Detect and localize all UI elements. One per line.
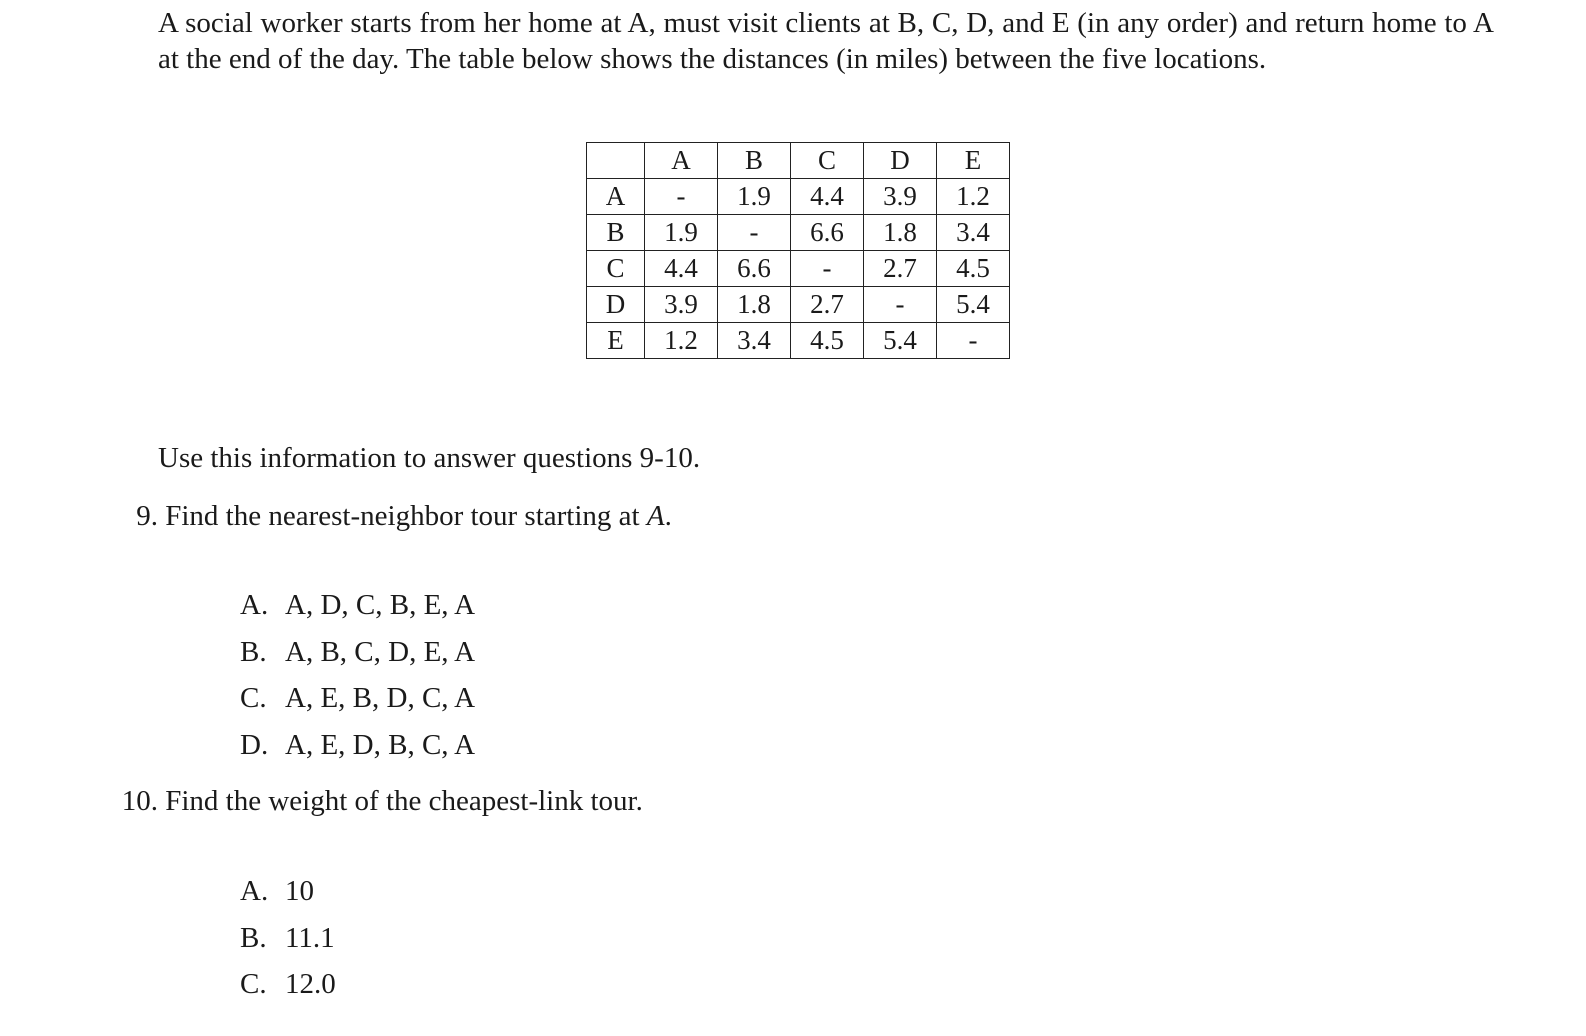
question-10-choices xyxy=(240,868,336,1008)
instruction-text: Use this information to answer questions 9-10. xyxy=(158,442,701,474)
choice-text: 12.0 xyxy=(285,968,336,1000)
row-header: A xyxy=(587,179,645,215)
choice-text: 10 xyxy=(285,875,314,907)
choice-letter: C. xyxy=(240,968,267,1000)
table-cell: 2.7 xyxy=(791,287,864,323)
column-header: C xyxy=(791,143,864,179)
table-cell: 3.4 xyxy=(718,323,791,359)
question-variable: A xyxy=(646,500,665,532)
answer-choice[interactable] xyxy=(240,868,336,915)
table-cell: 3.9 xyxy=(645,287,718,323)
column-header: A xyxy=(645,143,718,179)
choice-letter: A. xyxy=(240,875,269,907)
choice-letter: D. xyxy=(240,728,269,761)
choice-text: A, B, C, D, E, A xyxy=(285,635,476,668)
table-cell: 6.6 xyxy=(791,215,864,251)
answer-choice[interactable] xyxy=(240,722,475,769)
question-9 xyxy=(105,500,805,533)
table-cell: 5.4 xyxy=(937,287,1010,323)
choice-letter: C. xyxy=(240,682,267,714)
table-cell: - xyxy=(718,215,791,251)
table-cell: 1.2 xyxy=(645,323,718,359)
choice-text: A, E, D, B, C, A xyxy=(285,728,476,761)
table-cell: 1.8 xyxy=(864,215,937,251)
table-row xyxy=(587,323,1010,359)
table-cell: 1.9 xyxy=(718,179,791,215)
answer-choice[interactable] xyxy=(240,629,475,676)
row-header: E xyxy=(587,323,645,359)
table-header-row xyxy=(587,143,1010,179)
answer-choice[interactable] xyxy=(240,915,336,962)
table-cell: 4.4 xyxy=(645,251,718,287)
table-cell: 2.7 xyxy=(864,251,937,287)
row-header: D xyxy=(587,287,645,323)
table-cell: 3.9 xyxy=(864,179,937,215)
question-number: 9. xyxy=(136,500,158,532)
column-header: B xyxy=(718,143,791,179)
answer-choice[interactable] xyxy=(240,961,336,1008)
table-row xyxy=(587,179,1010,215)
question-text-end: . xyxy=(664,500,672,532)
question-number: 10. xyxy=(121,785,158,817)
table-cell: 1.2 xyxy=(937,179,1010,215)
choice-text: A, D, C, B, E, A xyxy=(285,589,476,621)
table-row xyxy=(587,287,1010,323)
choice-letter: A. xyxy=(240,589,269,621)
table-cell: 3.4 xyxy=(937,215,1010,251)
table-cell: 1.9 xyxy=(645,215,718,251)
row-header: B xyxy=(587,215,645,251)
table-corner-cell xyxy=(587,143,645,179)
column-header: D xyxy=(864,143,937,179)
table-row xyxy=(587,251,1010,287)
table-cell: 6.6 xyxy=(718,251,791,287)
choice-text: 11.1 xyxy=(285,921,335,954)
table-cell: 4.5 xyxy=(937,251,1010,287)
choice-text: A, E, B, D, C, A xyxy=(285,682,476,714)
table-cell: - xyxy=(791,251,864,287)
question-text-main: Find the nearest-neighbor tour starting at xyxy=(165,500,647,532)
column-header: E xyxy=(937,143,1010,179)
distance-table xyxy=(586,142,1010,359)
table-cell: 4.5 xyxy=(791,323,864,359)
question-text: Find the weight of the cheapest-link tour. xyxy=(165,785,643,817)
question-text xyxy=(165,500,672,533)
table-cell: 1.8 xyxy=(718,287,791,323)
table-cell: - xyxy=(864,287,937,323)
table-cell: 5.4 xyxy=(864,323,937,359)
intro-paragraph: A social worker starts from her home at A, must visit clients at B, C, D, and E (in any order) and return home to A at the end of the day. The table below shows the distances (in miles) between the five locations. xyxy=(158,7,1494,75)
distance-table-container xyxy=(586,142,1010,359)
answer-choice[interactable] xyxy=(240,582,475,629)
choice-letter: B. xyxy=(240,921,267,954)
table-cell: - xyxy=(937,323,1010,359)
table-cell: - xyxy=(645,179,718,215)
table-row xyxy=(587,215,1010,251)
table-cell: 4.4 xyxy=(791,179,864,215)
question-9-choices xyxy=(240,582,475,768)
question-10 xyxy=(105,785,805,818)
choice-letter: B. xyxy=(240,635,267,668)
row-header: C xyxy=(587,251,645,287)
answer-choice[interactable] xyxy=(240,675,475,722)
